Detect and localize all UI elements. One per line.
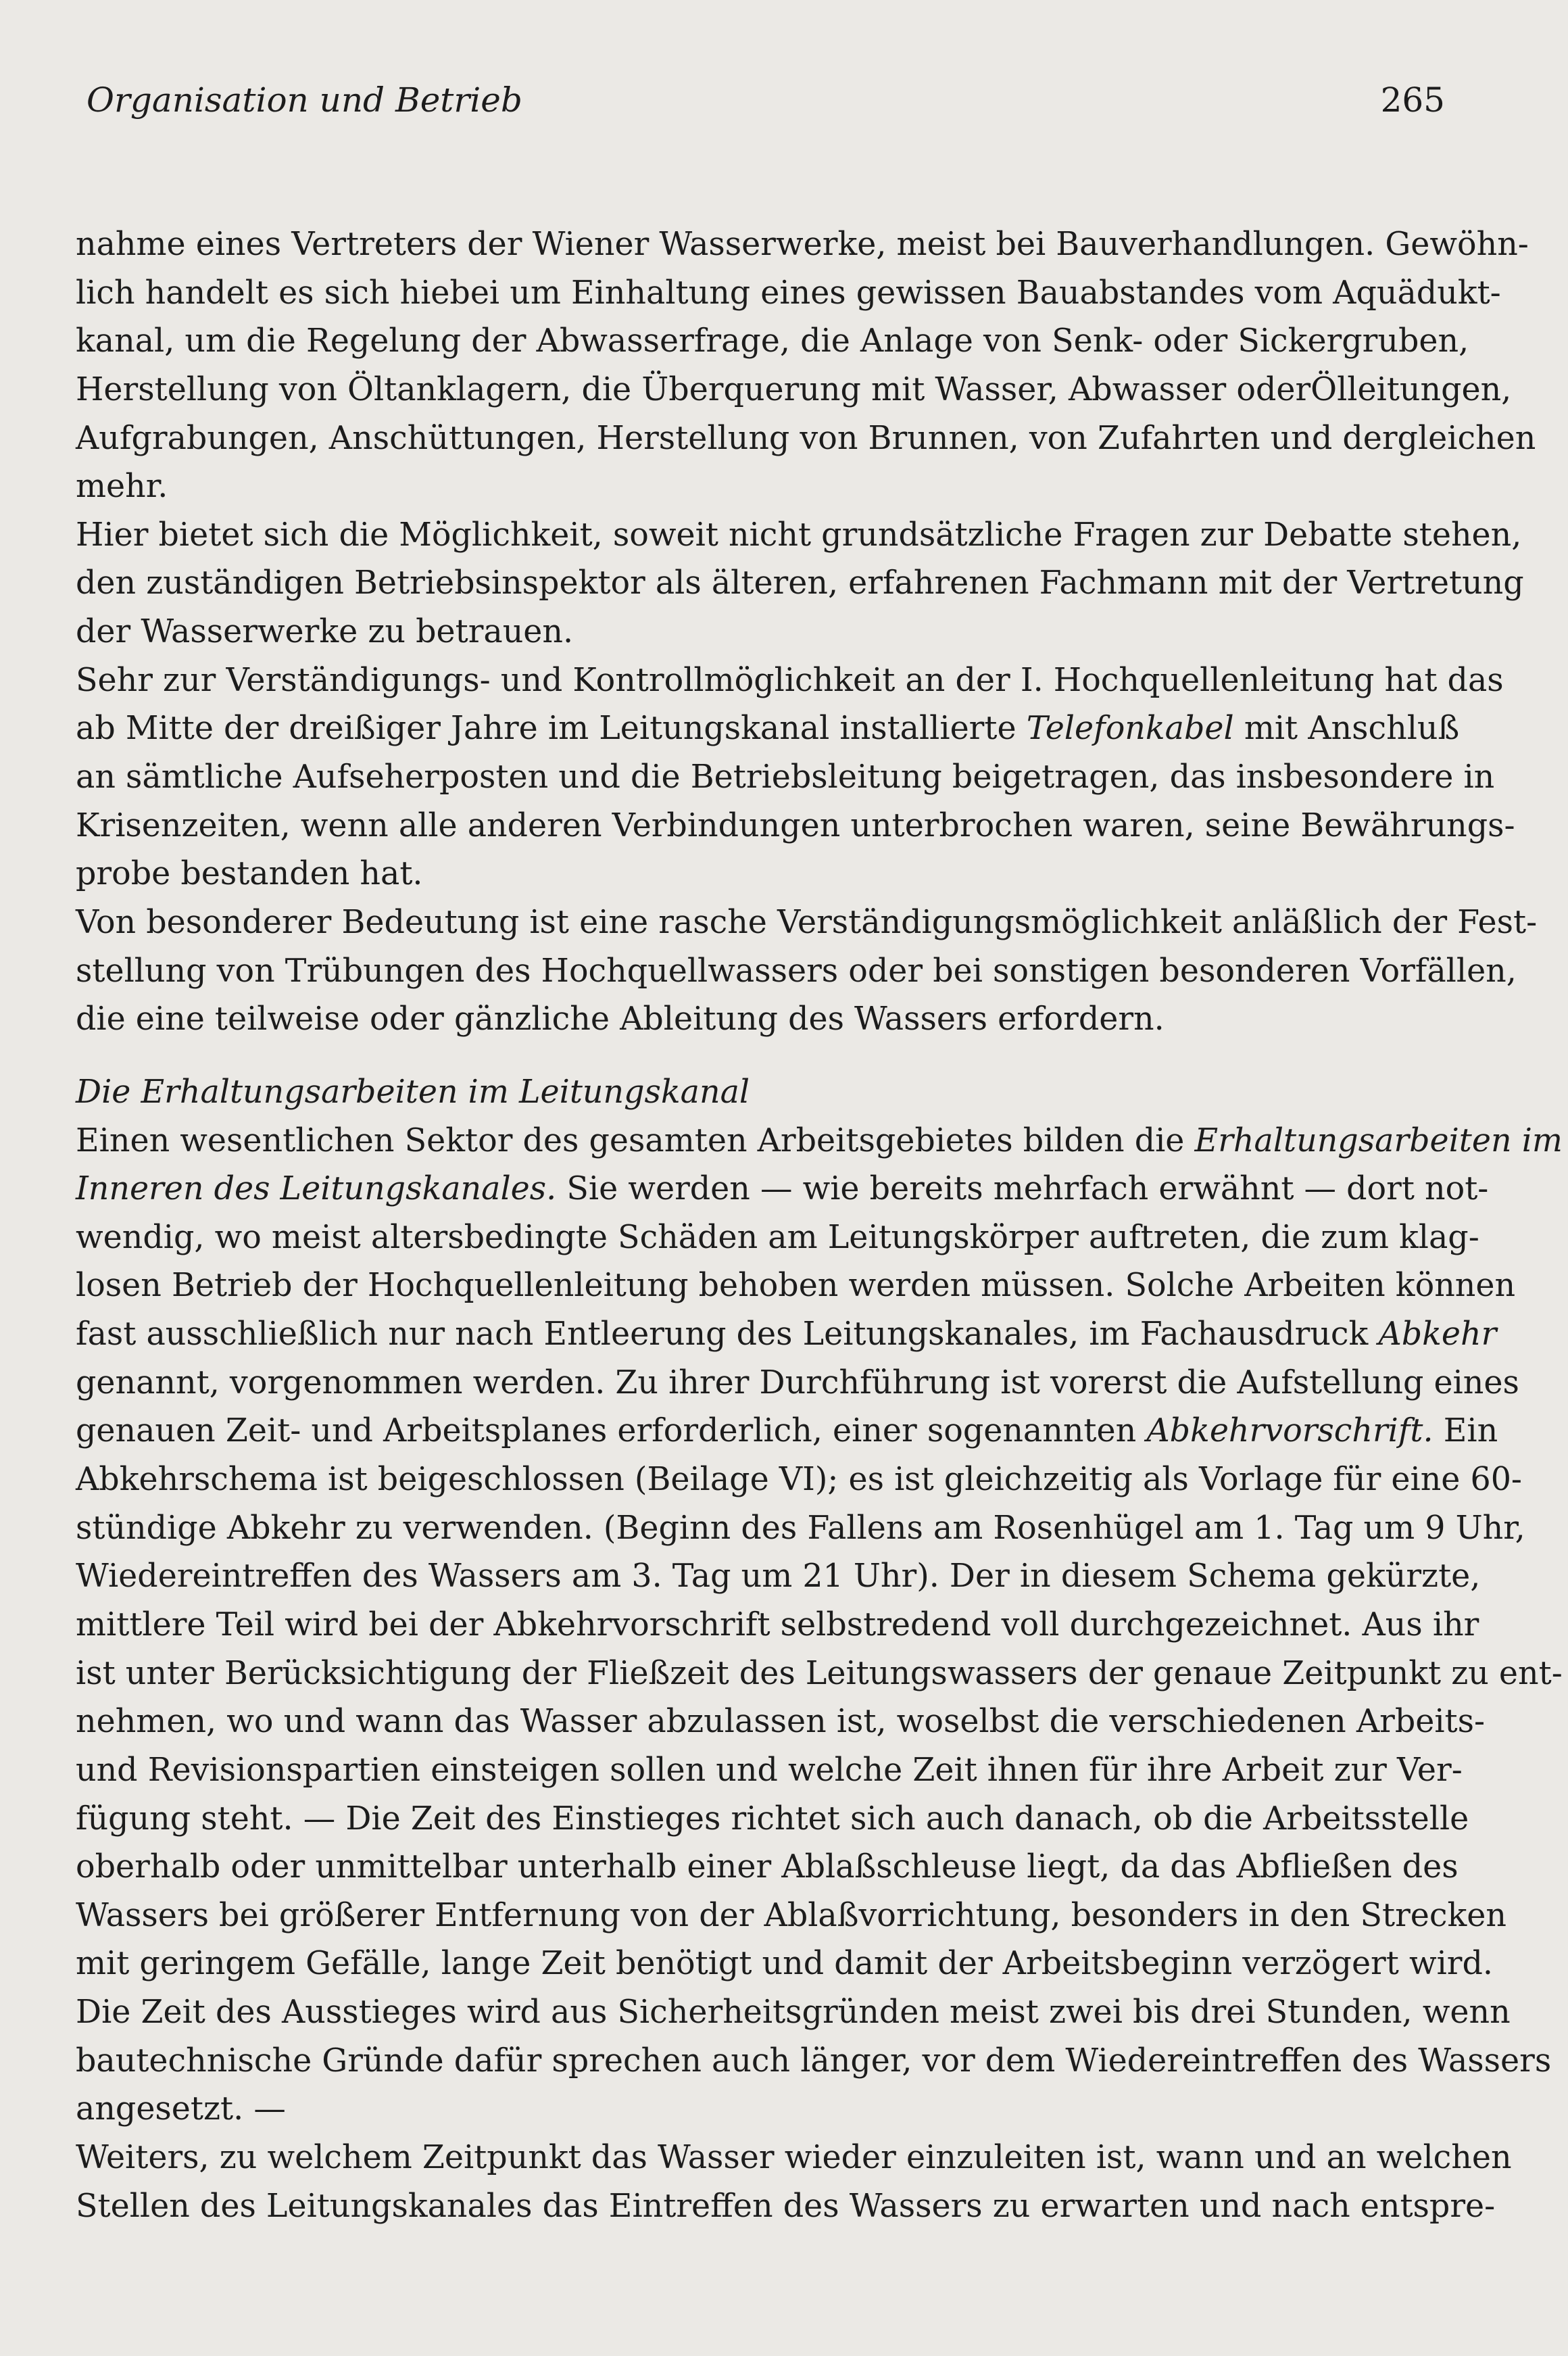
text-line: mit geringem Gefälle, lange Zeit benötigt und damit der Arbeitsbeginn verzögert wird. xyxy=(76,1945,1494,1983)
text-line: losen Betrieb der Hochquellenleitung behoben werden müssen. Solche Arbeiten können xyxy=(76,1267,1516,1305)
text-line: Wassers bei größerer Entfernung von der Ablaßvorrichtung, besonders in den Strecken xyxy=(76,1896,1506,1934)
text-line: nehmen, wo und wann das Wasser abzulassen ist, woselbst die verschiedenen Arbeits- xyxy=(76,1703,1486,1741)
text-run: fast ausschließlich nur nach Entleerung des Leitungskanales, im Fachausdruck xyxy=(76,1316,1369,1353)
text-line: kanal, um die Regelung der Abwasserfrage, die Anlage von Senk- oder Sickergruben, xyxy=(76,322,1469,360)
text-line: angesetzt. — xyxy=(76,2090,286,2128)
text-run: ab Mitte der dreißiger Jahre im Leitungskanal installierte xyxy=(76,710,1016,748)
paragraph xyxy=(76,898,1538,1044)
paragraph xyxy=(76,1117,1563,2134)
emphasis-abkehr: Abkehr xyxy=(1378,1316,1497,1353)
text-line: bautechnische Gründe dafür sprechen auch länger, vor dem Wiedereintreffen des Wassers xyxy=(76,2042,1552,2079)
text-line: nahme eines Vertreters der Wiener Wasserwerke, meist bei Bauverhandlungen. Gewöhn- xyxy=(76,226,1529,263)
text-line xyxy=(76,1165,1489,1213)
text-line: genannt, vorgenommen werden. Zu ihrer Durchführung ist vorerst die Aufstellung eines xyxy=(76,1364,1519,1401)
text-line: den zuständigen Betriebsinspektor als älteren, erfahrenen Fachmann mit der Vertretung xyxy=(76,564,1524,602)
text-line: stündige Abkehr zu verwenden. (Beginn des Fallens am Rosenhügel am 1. Tag um 9 Uhr, xyxy=(76,1509,1525,1547)
emphasis-erhaltungsarbeiten: Erhaltungsarbeiten im xyxy=(1194,1122,1563,1159)
text-line: an sämtliche Aufseherposten und die Betriebsleitung beigetragen, das insbesondere in xyxy=(76,759,1495,796)
text-line: Stellen des Leitungskanales das Eintreffen des Wassers zu erwarten und nach entspre- xyxy=(76,2187,1496,2225)
text-line: wendig, wo meist altersbedingte Schäden am Leitungskörper auftreten, die zum klag- xyxy=(76,1218,1479,1256)
section-heading: Die Erhaltungsarbeiten im Leitungskanal xyxy=(76,1073,750,1111)
text-line: lich handelt es sich hiebei um Einhaltung eines gewissen Bauabstandes vom Aquädukt- xyxy=(76,274,1501,312)
text-line: oberhalb oder unmittelbar unterhalb einer Ablaßschleuse liegt, da das Abfließen des xyxy=(76,1848,1459,1886)
text-line xyxy=(76,1117,1563,1165)
text-line: Von besonderer Bedeutung ist eine rasche Verständigungsmöglichkeit anläßlich der Fest- xyxy=(76,903,1538,941)
text-line xyxy=(76,1407,1498,1456)
text-run: Ein xyxy=(1443,1412,1498,1450)
text-line: Krisenzeiten, wenn alle anderen Verbindungen unterbrochen waren, seine Bewährungs- xyxy=(76,807,1515,844)
text-run: Einen wesentlichen Sektor des gesamten Arbeitsgebietes bilden die xyxy=(76,1122,1185,1159)
emphasis-abkehrvorschrift: Abkehrvorschrift. xyxy=(1146,1412,1434,1450)
paragraph xyxy=(76,2134,1512,2230)
text-line: Wiedereintreffen des Wassers am 3. Tag um 21 Uhr). Der in diesem Schema gekürzte, xyxy=(76,1558,1481,1595)
running-head: Organisation und Betrieb xyxy=(87,80,522,120)
text-line: der Wasserwerke zu betrauen. xyxy=(76,613,574,651)
emphasis-leitungskanales: Inneren des Leitungskanales. xyxy=(76,1170,557,1208)
text-line: ist unter Berücksichtigung der Fließzeit des Leitungswassers der genaue Zeitpunkt zu ent- xyxy=(76,1654,1563,1692)
text-line: fügung steht. — Die Zeit des Einstieges richtet sich auch danach, ob die Arbeitsstelle xyxy=(76,1800,1469,1837)
text-line: Hier bietet sich die Möglichkeit, soweit nicht grundsätzliche Fragen zur Debatte stehen, xyxy=(76,516,1522,554)
text-line: mittlere Teil wird bei der Abkehrvorschrift selbstredend voll durchgezeichnet. Aus ihr xyxy=(76,1606,1479,1643)
text-run: genauen Zeit- und Arbeitsplanes erforderlich, einer sogenannten xyxy=(76,1412,1137,1450)
text-run: mit Anschluß xyxy=(1244,710,1460,748)
text-line: die eine teilweise oder gänzliche Ableitung des Wassers erfordern. xyxy=(76,1001,1165,1038)
text-line: und Revisionspartien einsteigen sollen und welche Zeit ihnen für ihre Arbeit zur Ver- xyxy=(76,1751,1463,1789)
text-line: stellung von Trübungen des Hochquellwassers oder bei sonstigen besonderen Vorfällen, xyxy=(76,952,1517,990)
text-line: Abkehrschema ist beigeschlossen (Beilage VI); es ist gleichzeitig als Vorlage für eine 60- xyxy=(76,1461,1522,1499)
text-line: Weiters, zu welchem Zeitpunkt das Wasser wieder einzuleiten ist, wann und an welchen xyxy=(76,2138,1512,2176)
text-line xyxy=(76,1310,1497,1359)
text-line: Die Zeit des Ausstieges wird aus Sicherheitsgründen meist zwei bis drei Stunden, wenn xyxy=(76,1994,1511,2032)
text-line: mehr. xyxy=(76,468,168,506)
paragraph xyxy=(76,656,1515,898)
text-line: Aufgrabungen, Anschüttungen, Herstellung von Brunnen, von Zufahrten und dergleichen xyxy=(76,419,1536,457)
text-line: Sehr zur Verständigungs- und Kontrollmöglichkeit an der I. Hochquellenleitung hat das xyxy=(76,661,1504,699)
emphasis-telefonkabel: Telefonkabel xyxy=(1026,710,1234,748)
text-line: Herstellung von Öltanklagern, die Überquerung mit Wasser, Abwasser oderÖlleitungen, xyxy=(76,370,1512,408)
text-line xyxy=(76,704,1460,753)
paragraph xyxy=(76,220,1536,511)
page-number: 265 xyxy=(1380,80,1445,120)
page-header xyxy=(87,73,1445,127)
section-gap xyxy=(76,1044,1445,1068)
text-run: Sie werden — wie bereits mehrfach erwähnt — dort not- xyxy=(566,1170,1489,1208)
paragraph xyxy=(76,511,1524,656)
body-text xyxy=(76,220,1563,2230)
text-line: probe bestanden hat. xyxy=(76,855,423,893)
